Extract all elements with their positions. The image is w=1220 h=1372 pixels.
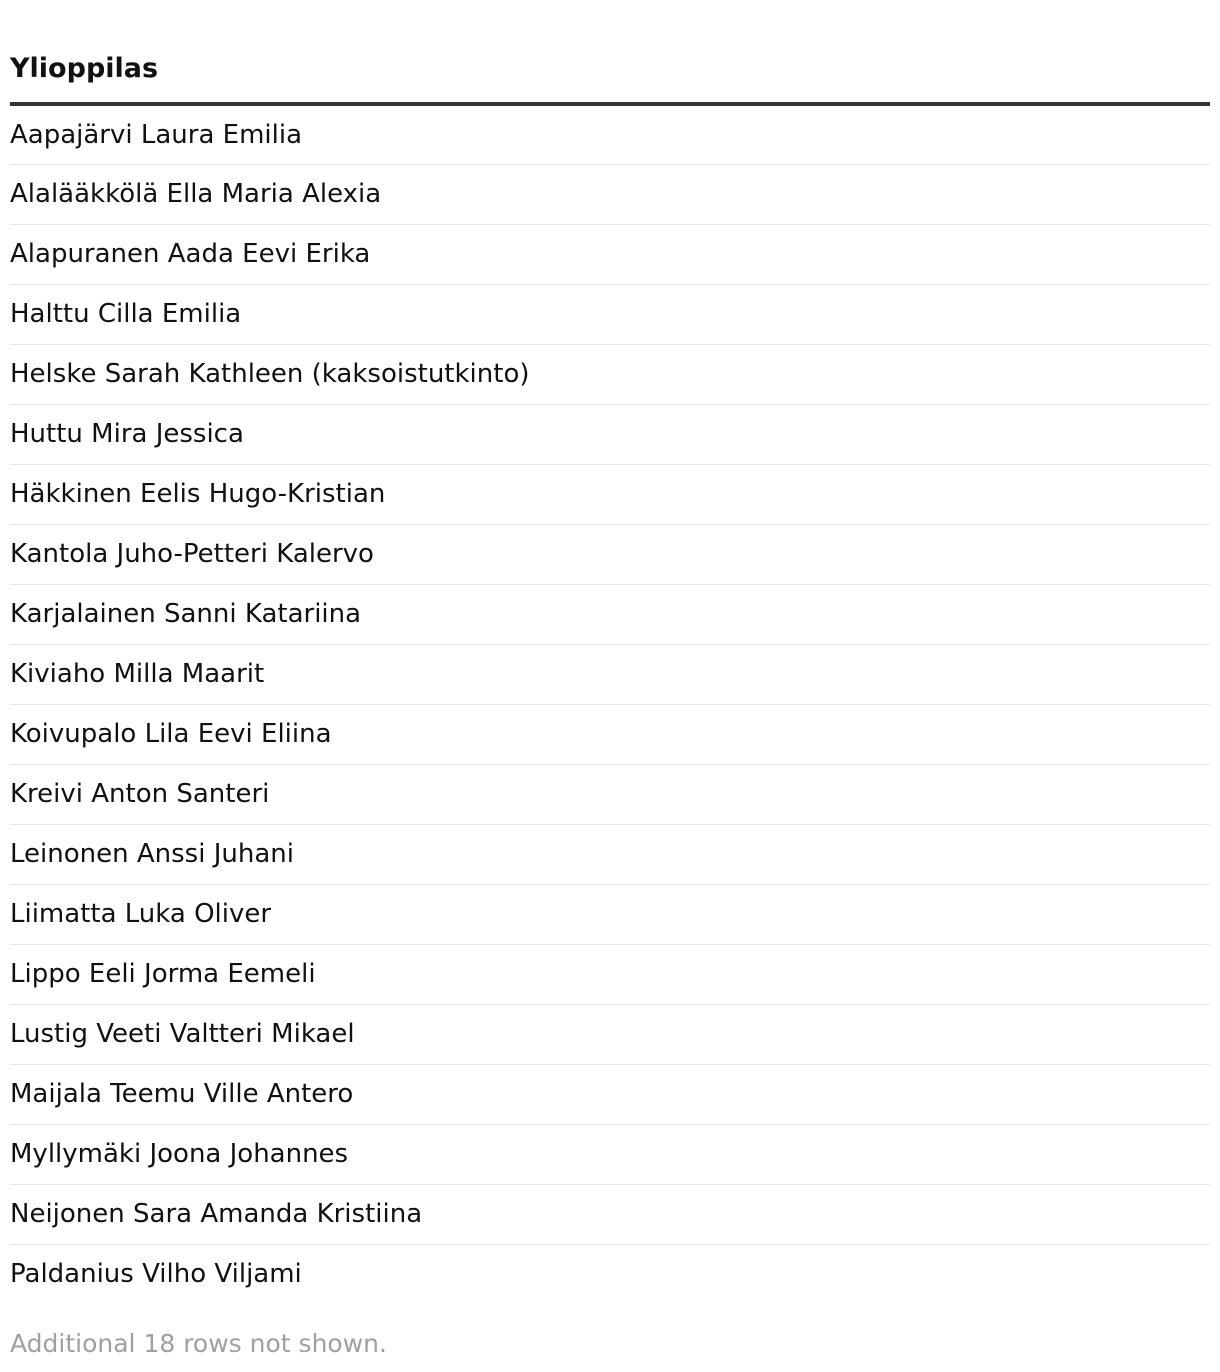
students-table-container: [10, 0, 1210, 1304]
student-name-cell: Maijala Teemu Ville Antero: [10, 1064, 1210, 1124]
table-header-row: [10, 0, 1210, 104]
student-name-cell: Lustig Veeti Valtteri Mikael: [10, 1004, 1210, 1064]
student-name-cell: Kiviaho Milla Maarit: [10, 644, 1210, 704]
student-name-cell: Aapajärvi Laura Emilia: [10, 104, 1210, 164]
table-body: [10, 104, 1210, 1304]
student-name-cell: Paldanius Vilho Viljami: [10, 1259, 302, 1290]
student-name-cell: Neijonen Sara Amanda Kristiina: [10, 1184, 1210, 1244]
table-row: [10, 1244, 1210, 1304]
student-name-cell: Alapuranen Aada Eevi Erika: [10, 224, 1210, 284]
student-name-cell: Lippo Eeli Jorma Eemeli: [10, 944, 1210, 1004]
students-table: [10, 0, 1210, 1304]
table-row: [10, 704, 1210, 764]
student-name-cell: Helske Sarah Kathleen (kaksoistutkinto): [10, 344, 1210, 404]
table-row: [10, 644, 1210, 704]
student-name-cell: Koivupalo Lila Eevi Eliina: [10, 704, 1210, 764]
table-row: [10, 224, 1210, 284]
student-name-cell: Huttu Mira Jessica: [10, 404, 1210, 464]
student-name-cell: Kantola Juho-Petteri Kalervo: [10, 524, 1210, 584]
table-row: [10, 1004, 1210, 1064]
student-name-cell: Häkkinen Eelis Hugo-Kristian: [10, 464, 1210, 524]
column-header-ylioppilas: Ylioppilas: [10, 0, 1210, 104]
table-row: [10, 284, 1210, 344]
table-row: [10, 1124, 1210, 1184]
table-row: [10, 104, 1210, 164]
student-name-cell: Karjalainen Sanni Katariina: [10, 584, 1210, 644]
student-name-cell: Leinonen Anssi Juhani: [10, 824, 1210, 884]
student-name-cell: Alalääkkölä Ella Maria Alexia: [10, 164, 1210, 224]
table-row: [10, 1064, 1210, 1124]
rows-not-shown-note: Additional 18 rows not shown.: [10, 1329, 387, 1358]
table-row: [10, 344, 1210, 404]
table-row: [10, 884, 1210, 944]
table-row: [10, 164, 1210, 224]
table-row: [10, 584, 1210, 644]
table-row: [10, 764, 1210, 824]
student-name-cell: Myllymäki Joona Johannes: [10, 1124, 1210, 1184]
student-name-cell: Halttu Cilla Emilia: [10, 284, 1210, 344]
student-name-cell: Liimatta Luka Oliver: [10, 884, 1210, 944]
table-row: [10, 1184, 1210, 1244]
table-row: [10, 404, 1210, 464]
table-row: [10, 464, 1210, 524]
table-row: [10, 944, 1210, 1004]
student-name-cell: Kreivi Anton Santeri: [10, 764, 1210, 824]
table-row: [10, 824, 1210, 884]
table-row: [10, 524, 1210, 584]
